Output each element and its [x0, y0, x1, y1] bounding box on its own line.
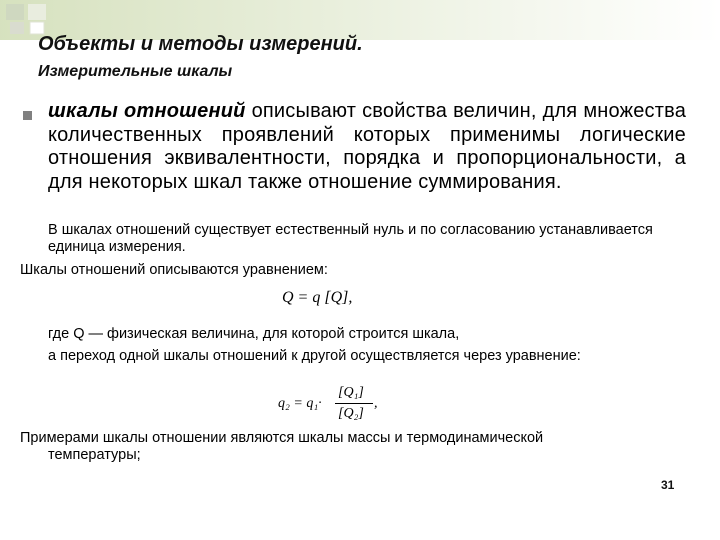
formula-numerator: [Q₁]: [338, 385, 364, 400]
formula-lhs: q₂ = q₁·: [278, 396, 322, 411]
slide-subtitle: Измерительные шкалы: [38, 63, 233, 80]
paragraph-examples-line1: Примерами шкалы отношении являются шкалы массы и термодинамической: [20, 430, 544, 446]
paragraph-examples-line2: температуры;: [48, 447, 141, 463]
page-number: 31: [661, 478, 675, 492]
formula-denominator: [Q₂]: [338, 406, 364, 421]
main-bullet-text: [48, 100, 686, 194]
paragraph-natural-zero: В шкалах отношений существует естественный нуль и по согласованию устанавливается единица измерения.: [48, 222, 653, 255]
bullet-body: описывают свойства величин, для множества количественных проявлений которых применимы логические отношения эквивалентности, порядка и пропорциональности, а для некоторых шкал также отношение суммирования.: [48, 100, 687, 193]
paragraph-where-q: где Q — физическая величина, для которой строится шкала,: [48, 326, 460, 342]
fraction-bar: [335, 403, 373, 404]
paragraph-equation-intro: Шкалы отношений описываются уравнением:: [20, 262, 328, 278]
bullet-square-icon: [23, 111, 32, 120]
formula-ratio-scale: Q = q [Q],: [282, 289, 353, 306]
formula-trailing-comma: ,: [374, 396, 378, 411]
term-ratio-scales: шкалы отношений: [48, 100, 246, 122]
slide-title: Объекты и методы измерений.: [38, 33, 363, 55]
paragraph-transition: а переход одной шкалы отношений к другой осуществляется через уравнение:: [48, 348, 581, 364]
